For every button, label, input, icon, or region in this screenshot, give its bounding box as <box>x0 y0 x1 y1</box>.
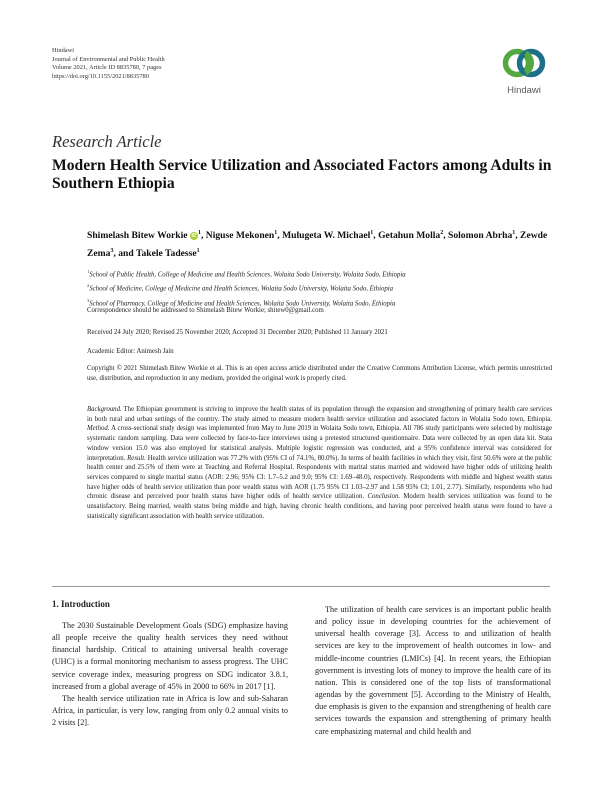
affiliation-list <box>87 266 557 309</box>
affiliation-text: School of Pharmacy, College of Medicine and Health Sciences, Wolaita Sodo University, Wolaita Sodo, Ethiopia <box>89 299 396 307</box>
author-name: Shimelash Bitew Workie <box>87 230 188 242</box>
doi-link[interactable]: https://doi.org/10.1155/2021/8835780 <box>52 72 149 80</box>
abstract-method-label: Method. <box>87 425 110 433</box>
abstract-conclusion: Modern health services utilization was found to be unsatisfactory. Being married, wealth status being middle and high, having chronic health conditions, and having poor perceived health status were found to have a statistically significant association with health service utilization. <box>87 493 553 520</box>
copyright: Copyright © 2021 Shimelash Bitew Workie et al. This is an open access article distributed under the Creative Commons Attribution License, which permits unrestricted use, distribution, and reproduction in any medium, provided the original work is properly cited. <box>87 365 552 382</box>
author-sup: 2 <box>440 230 444 236</box>
journal-name: Journal of Environmental and Public Health <box>52 55 165 63</box>
article-type: Research Article <box>52 132 162 151</box>
abstract-method: A cross-sectional study design was implemented from May to June 2019 in Wolaita Sodo town, Ethiopia. All 786 study participants were selected by multistage systematic random sampling. Data were collected by face-to-face interviews using a pretested structured questionnaire. Data were collected by an open data kit. Stata window version 15.0 was also employed for statistical analysis. Multiple logistic regression was conducted, and a 95% confidence interval was considered for interpretation. <box>87 425 552 462</box>
academic-editor: Academic Editor: Animesh Jain <box>87 348 174 355</box>
author-list: Shimelash Bitew Workie $iD^1$, Niguse Mekonen$^1$, Mulugeta W. Michael$^1$, Getahun Molla$^2$, Solomon Abrha$^1$, Zewde Zema$^3$, and Takele Tadesse$^1$ <box>87 230 548 259</box>
author-name: Solomon Abrha <box>448 230 513 242</box>
author-sup: 1 <box>274 230 278 236</box>
author-sup: 1 <box>196 247 200 254</box>
paragraph: The utilization of health care services is an important public health and policy issue in developing countries for the achievement of universal health coverage [3]. Access to and utilization of health services are key to the improvement of health outcomes in low- and middle-income countries (LMICs) [4]. In recent years, the Ethiopian government is investing lots of money to improve the health care of its nation. This is considered one of the top lists of transformational agendas by the government [5]. According to the Ministry of Health, due emphasis is given to the expansion and strengthening of health care services towards the expansion and strengthening of primary health care emphasizing maternal and child health and <box>315 605 551 736</box>
correspondence: Correspondence should be addressed to Shimelash Bitew Workie; shitew0@gmail.com <box>87 307 324 314</box>
dates: Received 24 July 2020; Revised 25 November 2020; Accepted 31 December 2020; Published 11 January 2021 <box>87 329 388 336</box>
logo-text: Hindawi <box>507 85 541 96</box>
affiliation-sup: 3 <box>87 297 90 303</box>
paragraph: The 2030 Sustainable Development Goals (SDG) emphasize having all people receive the quality health services they need without financial hardship. Critical to attaining universal health coverage (UHC) is a formal monitoring mechanism to assess progress. The UHC service coverage index, measuring progress on SDG indicator 3.8.1, increased from a global average of 45% in 2000 to 66% in 2017 [1]. <box>52 621 288 691</box>
hindawi-logo <box>498 46 550 96</box>
article-title: Modern Health Service Utilization and Associated Factors among Adults in Southern Ethiopia <box>52 157 552 192</box>
affiliation-item <box>87 280 557 294</box>
volume-info: Volume 2021, Article ID 8835780, 7 pages <box>52 64 162 72</box>
affiliation-text: School of Public Health, College of Medicine and Health Sciences, Wolaita Sodo University, Wolaita Sodo, Ethiopia <box>89 271 406 279</box>
divider <box>52 586 550 587</box>
section-heading: 1. Introduction <box>52 599 110 609</box>
author-name: Getahun Molla <box>378 230 441 242</box>
author-name: Zewde Zema <box>87 230 548 259</box>
affiliation-text: School of Medicine, College of Medicine and Health Sciences, Wolaita Sodo University, Wolaita Sodo, Ethiopia <box>89 285 394 293</box>
abstract-result: Health service utilization was 77.2% with (95% CI of 74.1%, 80.0%). In terms of health facilities in which they visit, first 50.6% were at the public health center and 25.5% of them were at Teaching and Referral Hospital. Respondents with marital status married and widowed have higher odds of utilizing health services compared to single marital status (AOR: 2.96; 95% CI: 1.7–5.2 and 9.0; 95% CI: 1.69–48.0), respectively. Respondents with middle and highest wealth status have higher odds of health service utilization than poor wealth status with AOR (1.75 95% CI 1.03–2.97 and 1.58 95% CI; 1.01, 2.77). Similarly, respondents who had chronic disease and perceived poor health status have higher odds of health service utilization. <box>87 454 553 501</box>
journal-header <box>52 47 165 81</box>
author-name: Mulugeta W. Michael <box>282 230 371 242</box>
abstract-background-label: Background. <box>87 406 122 413</box>
affiliation-sup: 1 <box>87 269 90 274</box>
publisher-name: Hindawi <box>52 47 75 54</box>
author-sup: 3 <box>110 247 114 254</box>
abstract-result-label: Result. <box>127 454 146 462</box>
abstract-conclusion-label: Conclusion. <box>367 493 401 501</box>
hindawi-logo-icon <box>502 46 546 86</box>
author-sup: 1 <box>197 230 201 236</box>
affiliation-item <box>87 266 557 280</box>
intro-left-column <box>52 598 288 729</box>
intro-right-column <box>315 604 551 738</box>
author-sup: 1 <box>370 230 374 236</box>
author-sup: 1 <box>512 230 516 236</box>
author-name: Takele Tadesse <box>135 247 197 259</box>
paragraph: The health service utilization rate in Africa is low and sub-Saharan Africa, in particular, is very low, ranging from only 0.2 annual visits to 2 visits [2]. <box>52 693 288 728</box>
affiliation-sup: 2 <box>87 283 90 289</box>
abstract-background: The Ethiopian government is striving to improve the health status of its population through the expansion and strengthening of primary health care services in both rural and urban settings of the country. The study aimed to measure modern health service utilization and associated factors in Wolaita Sodo town, Ethiopia. <box>87 406 552 423</box>
abstract <box>87 405 552 521</box>
orcid-icon[interactable]: iD <box>191 233 197 240</box>
author-name: Niguse Mekonen <box>205 230 275 242</box>
